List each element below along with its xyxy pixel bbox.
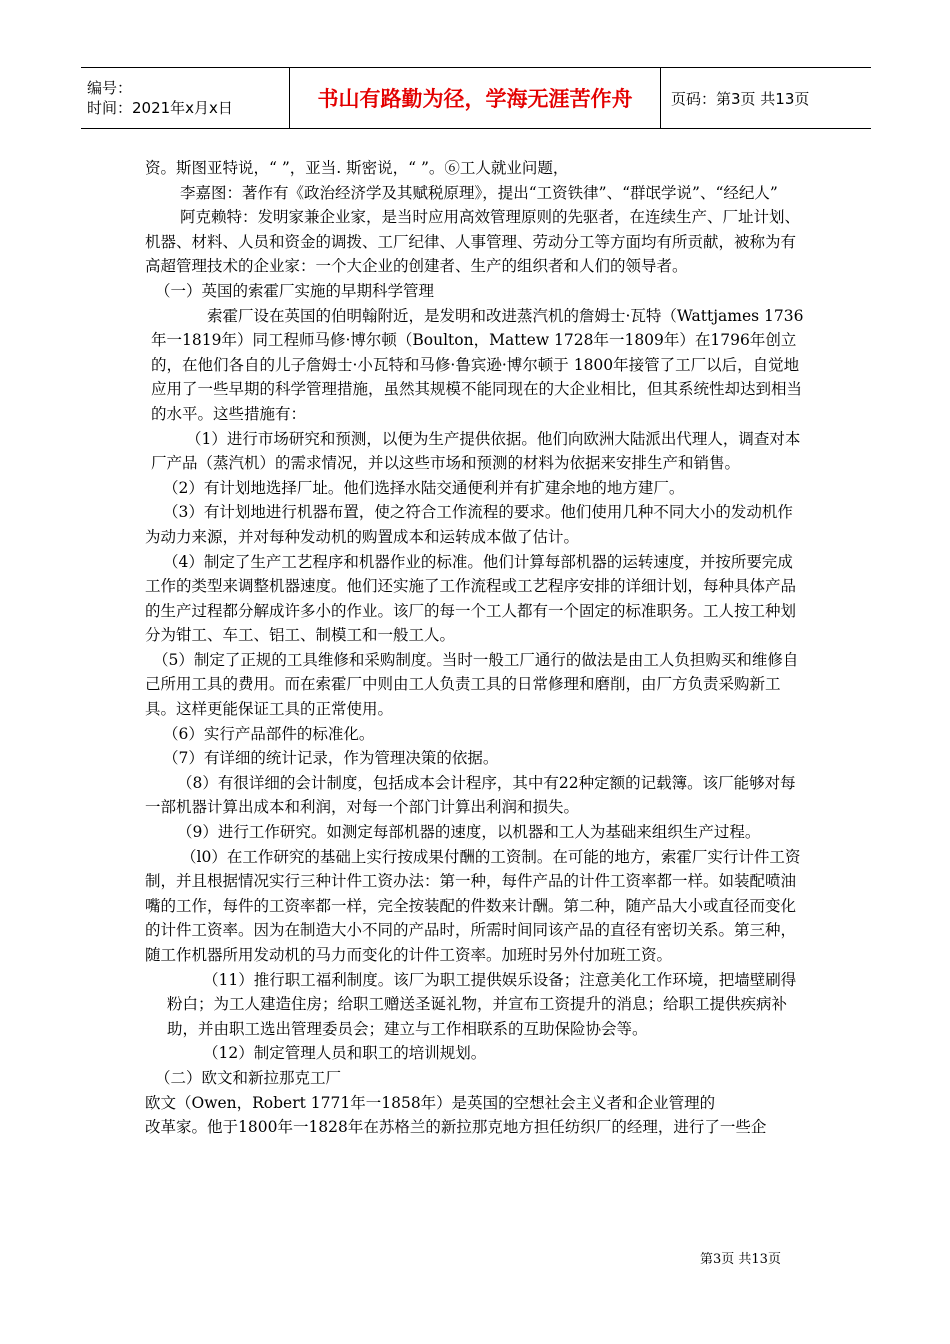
paragraph-18: 欧文（Owen，Robert 1771年一1858年）是英国的空想社会主义者和企业管理的 [145,1093,716,1112]
paragraph-0: 资。斯图亚特说，“ ”，亚当. 斯密说，“ ”。⑥工人就业问题， [145,159,569,177]
list-item-4: （4）制定了生产工艺程序和机器作业的标准。他们计算每部机器的运转速度，并按所要完成工作的类型来调整机器速度。他们还实施了工作流程或工艺程序安排的详细计划，每种具体产品的生产过程都分解成许多小的作业。该厂的每一个工人都有一个固定的标准职务。工人按工种划分为钳工、车工、铝工、制模工和一般工人。 [145,552,797,645]
list-item-5: （5）制定了正规的工具维修和采购制度。当时一般工厂通行的做法是由工人负担购买和维修自己所用工具的费用。而在索霍厂中则由工人负责工具的日常修理和磨削，由厂方负责采购新工具。这样更能保证工具的正常使用。 [145,650,799,719]
section-heading-1: （一）英国的索霍厂实施的早期科学管理 [155,281,435,300]
header-motto: 书山有路勤为径，学海无涯苦作舟 [290,68,661,129]
header-left-cell [81,68,290,129]
list-item-7: （7）有详细的统计记录，作为管理决策的依据。 [163,749,499,768]
list-item-10: （l0）在工作研究的基础上实行按成果付酬的工资制。在可能的地方，索霍厂实行计件工资制，并且根据情况实行三种计件工资办法：第一种，每件产品的计件工资率都一样。如装配喷油嘴的工作，每件的工资率都一样，完全按装配的件数来计酬。第二种，随产品大小或直径而变化的计件工资率。因为在制造大小不同的产品时，所需时间同该产品的直径有密切关系。第三种，随工作机器所用发动机的马力而变化的计件工资率。加班时另外付加班工资。 [145,847,801,964]
list-item-8: （8）有很详细的会计制度，包括成本会计程序，其中有22种定额的记载簿。该厂能够对每一部机器计算出成本和利润，对每一个部门计算出利润和损失。 [145,773,796,817]
document-number-label: 编号： [87,79,133,97]
paragraph-1: 李嘉图：著作有《政治经济学及其赋税原理》，提出“工资铁律”、“群氓学说”、“经纪人” [180,183,778,202]
paragraph-4: 索霍厂设在英国的伯明翰附近，是发明和改进蒸汽机的詹姆士·瓦特（Wattjames 1736年一1819年）同工程师马修·博尔顿（Boulton，Mattew 1728年一1809年）在1796年创立的，在他们各自的儿子詹姆士·小瓦特和马修·鲁宾逊·博尔顿于 1800年接管了工厂以后，自觉地应用了一些早期的科学管理措施，虽然其规模不能同现在的大企业相比，但其系统性却达到相当的水平。这些措施有： [151,306,804,423]
header-page-label: 页码：第3页 共13页 [671,89,810,108]
list-item-2: （2）有计划地选择厂址。他们选择水陆交通便利并有扩建余地的地方建厂。 [163,478,685,497]
list-item-3: （3）有计划地进行机器布置，使之符合工作流程的要求。他们使用几种不同大小的发动机作为动力来源，并对每种发动机的购置成本和运转成本做了估计。 [145,503,793,546]
list-item-12: （12）制定管理人员和职工的培训规划。 [203,1044,487,1063]
document-body [145,156,805,1140]
section-heading-2: （二）欧文和新拉那克工厂 [155,1068,342,1087]
paragraph-19: 改革家。他于1800年一1828年在苏格兰的新拉那克地方担任纺织厂的经理，进行了一些企 [145,1118,767,1137]
list-item-1: （1）进行市场研究和预测，以便为生产提供依据。他们向欧洲大陆派出代理人，调查对本厂产品（蒸汽机）的需求情况，并以这些市场和预测的材料为依据来安排生产和销售。 [151,429,801,473]
list-item-11: （11）推行职工福利制度。该厂为职工提供娱乐设备；注意美化工作环境，把墙壁刷得粉白；为工人建造住房；给职工赠送圣诞礼物，并宣布工资提升的消息；给职工提供疾病补助，并由职工选出管理委员会；建立与工作相联系的互助保险协会等。 [167,970,797,1038]
page-footer: 第3页 共13页 [700,1252,781,1267]
document-date-label: 时间：2021年x月x日 [87,99,233,117]
list-item-6: （6）实行产品部件的标准化。 [163,724,375,743]
list-item-9: （9）进行工作研究。如测定每部机器的速度，以机器和工人为基础来组织生产过程。 [177,823,761,842]
paragraph-2: 阿克赖特：发明家兼企业家，是当时应用高效管理原则的先驱者，在连续生产、厂址计划、机器、材料、人员和资金的调拨、工厂纪律、人事管理、劳动分工等方面均有所贡献，被称为有高超管理技术的企业家：一个大企业的创建者、生产的组织者和人们的领导者。 [145,208,801,276]
header-table [81,67,871,129]
